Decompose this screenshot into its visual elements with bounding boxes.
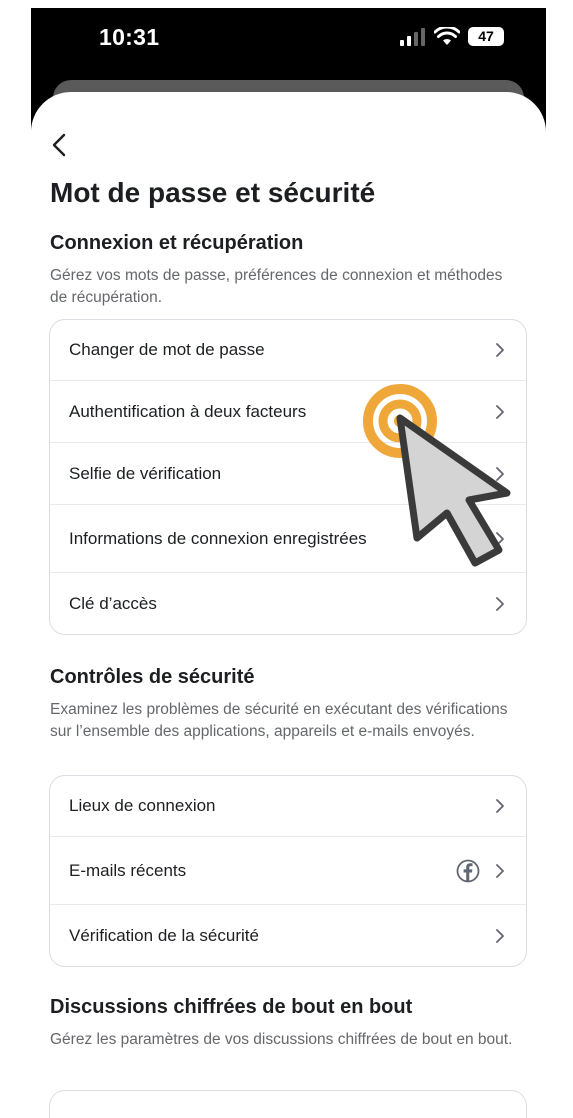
phone-screen — [31, 8, 546, 1118]
login-section-title: Connexion et récupération — [50, 232, 304, 254]
e2ee-section-description: Gérez les paramètres de vos discussions chiffrées de bout en bout. — [50, 1031, 513, 1048]
chevron-left-icon[interactable] — [47, 132, 73, 158]
two-factor-row[interactable] — [50, 381, 526, 443]
login-card — [49, 319, 527, 635]
verification-selfie-row[interactable] — [50, 443, 526, 505]
e2ee-card[interactable] — [49, 1090, 527, 1118]
settings-sheet — [31, 92, 546, 1118]
chevron-right-icon — [494, 864, 506, 878]
row-label: Selfie de vérification — [69, 463, 222, 483]
chevron-right-icon — [494, 532, 506, 546]
chevron-right-icon — [494, 343, 506, 357]
status-time: 10:31 — [99, 24, 160, 50]
battery-indicator: 47 — [468, 27, 504, 46]
status-icons — [400, 27, 504, 46]
chevron-right-icon — [494, 597, 506, 611]
row-right — [456, 859, 506, 883]
chevron-right-icon — [494, 929, 506, 943]
row-label: Lieux de connexion — [69, 796, 216, 815]
e2ee-section-title: Discussions chiffrées de bout en bout — [50, 996, 413, 1018]
row-label: Vérification de la sécurité — [69, 925, 259, 945]
row-label: Clé d’accès — [69, 593, 157, 613]
passkey-row[interactable] — [50, 573, 526, 634]
security-card — [49, 775, 527, 967]
row-label: Changer de mot de passe — [69, 340, 265, 359]
signal-icon — [400, 28, 426, 46]
row-label: Authentification à deux facteurs — [69, 401, 307, 421]
login-locations-row[interactable] — [50, 776, 526, 837]
chevron-right-icon — [494, 467, 506, 481]
chevron-right-icon — [494, 405, 506, 419]
chevron-right-icon — [494, 799, 506, 813]
saved-login-row[interactable] — [50, 505, 526, 573]
wifi-icon — [434, 27, 460, 46]
security-section-title: Contrôles de sécurité — [50, 666, 255, 688]
change-password-row[interactable] — [50, 320, 526, 381]
row-label: E-mails récents — [69, 860, 187, 880]
recent-emails-row[interactable] — [50, 837, 526, 905]
row-label: Informations de connexion enregistrées — [69, 528, 367, 548]
facebook-icon — [456, 859, 480, 883]
security-checkup-row[interactable] — [50, 905, 526, 966]
security-section-description: Examinez les problèmes de sécurité en exécutant des vérifications sur l’ensemble des applications, appareils et e-mails envoyés. — [50, 701, 508, 740]
login-section-description: Gérez vos mots de passe, préférences de connexion et méthodes de récupération. — [50, 267, 503, 306]
page-title: Mot de passe et sécurité — [50, 177, 376, 208]
